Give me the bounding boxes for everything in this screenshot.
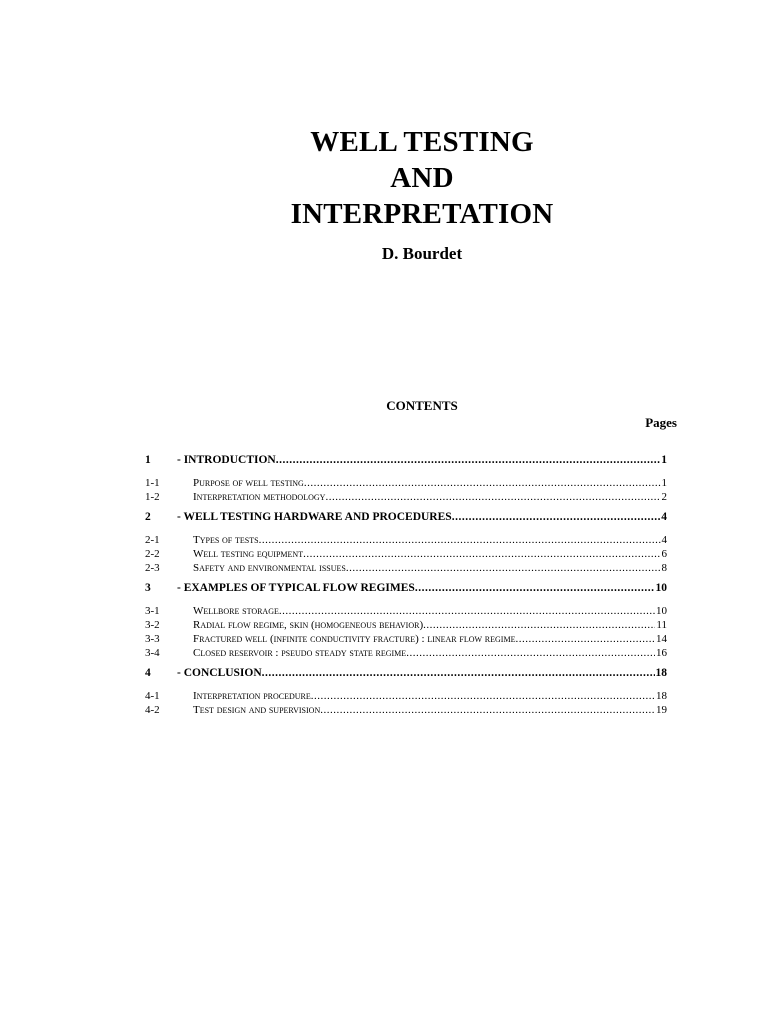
subentry-title: Interpretation procedure xyxy=(193,690,311,702)
dot-leader xyxy=(279,605,655,617)
subentry-number: 2-1 xyxy=(145,534,160,546)
toc-subentry xyxy=(145,477,667,491)
subentry-title: Fractured well (infinite conductivity fracture) : linear flow regime xyxy=(193,633,516,645)
page-number: 8 xyxy=(661,562,667,574)
toc-subentry xyxy=(145,633,667,647)
subentry-number: 2-3 xyxy=(145,562,160,574)
toc-subentry xyxy=(145,562,667,576)
toc-subentry xyxy=(145,548,667,562)
page-number: 11 xyxy=(656,619,667,631)
dot-leader xyxy=(303,548,660,560)
toc-subentry xyxy=(145,619,667,633)
subentry-title: Well testing equipment xyxy=(193,548,304,560)
subentry-title: Radial flow regime, skin (homogeneous behavior) xyxy=(193,619,424,631)
page-number: 1 xyxy=(661,454,667,466)
chapter-title: - WELL TESTING HARDWARE AND PROCEDURES xyxy=(177,511,452,523)
subentry-number: 4-1 xyxy=(145,690,160,702)
dot-leader xyxy=(304,477,661,489)
dot-leader xyxy=(276,454,661,466)
page-number: 16 xyxy=(656,647,667,659)
page-number: 4 xyxy=(661,511,667,523)
subentry-title: Safety and environmental issues xyxy=(193,562,346,574)
page-number: 18 xyxy=(655,667,667,679)
page-number: 10 xyxy=(656,605,667,617)
dot-leader xyxy=(515,633,655,645)
dot-leader xyxy=(311,690,655,702)
dot-leader xyxy=(406,647,655,659)
toc-chapter-entry xyxy=(145,582,667,598)
page-number: 10 xyxy=(655,582,667,594)
toc-subentry xyxy=(145,647,667,661)
contents-heading: CONTENTS xyxy=(386,398,458,413)
subentry-title: Interpretation methodology xyxy=(193,491,326,503)
subentry-number: 1-1 xyxy=(145,477,160,489)
toc-section xyxy=(145,582,667,661)
toc-section xyxy=(145,454,667,505)
toc-section xyxy=(145,511,667,576)
subentry-title: Wellbore storage xyxy=(193,605,279,617)
author: D. Bourdet xyxy=(381,244,463,263)
subentry-number: 1-2 xyxy=(145,491,160,503)
subentry-title: Types of tests xyxy=(193,534,259,546)
page-number: 1 xyxy=(661,477,667,489)
chapter-title: - CONCLUSION xyxy=(177,667,262,679)
chapter-title: - EXAMPLES OF TYPICAL FLOW REGIMES xyxy=(177,582,415,594)
dot-leader xyxy=(452,511,661,523)
dot-leader xyxy=(415,582,655,594)
page-number: 2 xyxy=(661,491,667,503)
toc-section xyxy=(145,667,667,718)
pages-heading: Pages xyxy=(645,415,677,430)
subentry-number: 3-4 xyxy=(145,647,160,659)
chapter-number: 1 xyxy=(145,454,151,466)
page-number: 4 xyxy=(661,534,667,546)
page-number: 18 xyxy=(656,690,667,702)
toc-subentry xyxy=(145,690,667,704)
subentry-number: 2-2 xyxy=(145,548,160,560)
subentry-number: 3-3 xyxy=(145,633,160,645)
dot-leader xyxy=(346,562,661,574)
dot-leader xyxy=(262,667,655,679)
toc-subentry xyxy=(145,491,667,505)
toc-chapter-entry xyxy=(145,667,667,683)
subentry-number: 3-1 xyxy=(145,605,160,617)
subentry-number: 3-2 xyxy=(145,619,160,631)
toc-chapter-entry xyxy=(145,454,667,470)
subentry-title: Closed reservoir : pseudo steady state regime xyxy=(193,647,407,659)
chapter-number: 4 xyxy=(145,667,151,679)
title-line: AND xyxy=(390,162,454,194)
chapter-title: - INTRODUCTION xyxy=(177,454,276,466)
dot-leader xyxy=(259,534,661,546)
chapter-number: 3 xyxy=(145,582,151,594)
chapter-number: 2 xyxy=(145,511,151,523)
toc-subentry xyxy=(145,704,667,718)
document-title xyxy=(0,124,768,232)
dot-leader xyxy=(423,619,655,631)
dot-leader xyxy=(325,491,660,503)
subentry-title: Test design and supervision xyxy=(193,704,321,716)
toc-subentry xyxy=(145,534,667,548)
subentry-number: 4-2 xyxy=(145,704,160,716)
toc-subentry xyxy=(145,605,667,619)
title-line: WELL TESTING xyxy=(310,126,534,158)
subentry-title: Purpose of well testing xyxy=(193,477,304,489)
title-line: INTERPRETATION xyxy=(290,198,554,230)
page-number: 19 xyxy=(656,704,667,716)
dot-leader xyxy=(320,704,655,716)
page-number: 14 xyxy=(656,633,667,645)
toc-chapter-entry xyxy=(145,511,667,527)
page-number: 6 xyxy=(661,548,667,560)
table-of-contents xyxy=(145,454,667,724)
